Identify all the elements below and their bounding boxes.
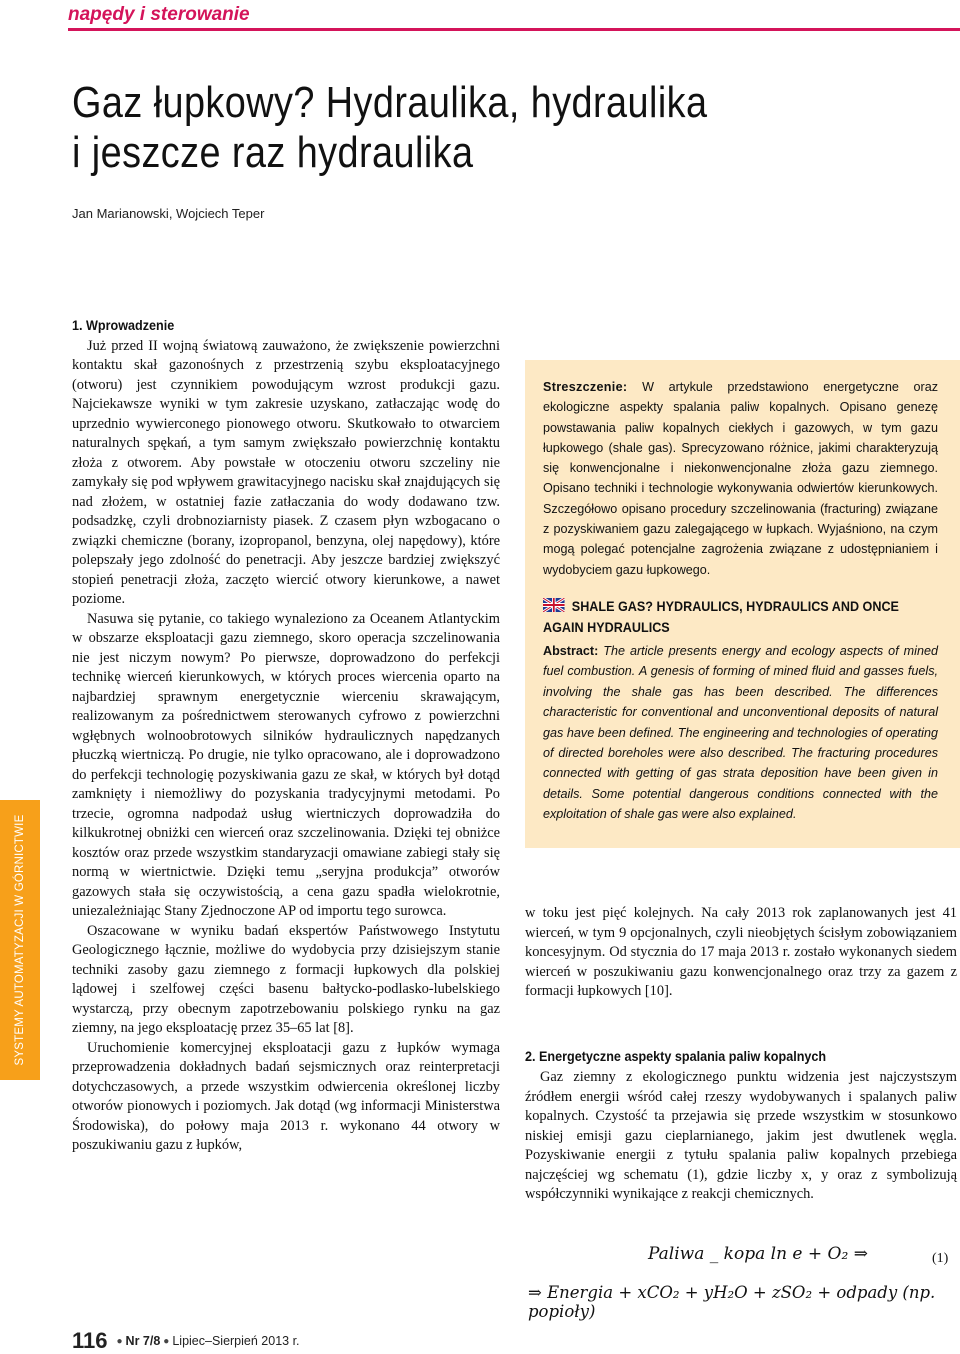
right-paragraph: Gaz ziemny z ekologicznego punktu widzenia jest najczystszym źródłem energii wśród całej rzeszy wydobywanych i spalanych paliw kopalnych. Czystość ta przejawia się przede wszystkim w stosunkowo niskiej emisji gazu cieplarnianego, jakim jest dwutlenek węgla. Pozyskiwanie energii z tytułu spalania paliw kopalnych przebiega najczęściej wg schematu (1), gdzie liczby x, y oraz z symbolizują współczynniki wynikające z reakcji chemicznych. bbox=[525, 1069, 957, 1202]
issue-date: Lipiec–Sierpień 2013 r. bbox=[172, 1334, 300, 1348]
abstract-en-title bbox=[543, 596, 903, 638]
left-column bbox=[72, 316, 500, 1156]
section-label: napędy i sterowanie bbox=[68, 4, 250, 25]
abstract-en-text: The article presents energy and ecology aspects of mined fuel combustion. A genesis of forming of mined fluid and gasses fuels, involving the shale gas has been described. The differences characteristic for conventional and unconventional deposits of natural gas have been defined. The engineering and technologies of operating of directed boreholes were also described. The fracturing procedures connected with getting of gas strata deposition have been given in details. Some potential dangerous conditions connected with the exploitation of shale gas were also explained. bbox=[543, 644, 938, 822]
right-column-section-2 bbox=[525, 1068, 957, 1205]
section-2-heading: 2. Energetyczne aspekty spalania paliw kopalnych bbox=[525, 1048, 827, 1064]
formula-1: Paliwa _ kopa ln e + O₂ ⇒ bbox=[648, 1244, 868, 1264]
title-line-2: i jeszcze raz hydraulika bbox=[72, 128, 474, 177]
abstract-en bbox=[543, 641, 938, 825]
uk-flag-icon bbox=[543, 598, 565, 612]
right-paragraph: w toku jest pięć kolejnych. Na cały 2013 rok zaplanowanych jest 41 wierceń, w tym 9 opcjonalnych, czyli nieobjętych ścisłym zobowiązaniem koncesyjnym. Od stycznia do 17 maja 2013 r. zostało wykonanych siedem wierceń w poszukiwaniu gazu konwencjonalnego oraz trzy za gazem z formacji łupkowych [10]. bbox=[525, 905, 957, 999]
abstract-en-title-text: SHALE GAS? HYDRAULICS, HYDRAULICS AND ONCE AGAIN HYDRAULICS bbox=[543, 598, 899, 635]
page-number: 116 bbox=[72, 1328, 108, 1353]
title-line-1: Gaz łupkowy? Hydraulika, hydraulika bbox=[72, 78, 708, 127]
left-paragraph: Nasuwa się pytanie, co takiego wynaleziono za Oceanem Atlantyckim w obszarze eksploatacji gazu ziemnego, skoro operacja szczelinowania nie jest niczym nowym? Po pierwsze, doprowadzono do perfekcji technikę wierceń kierunkowych, w których proces wiercenia oparto na najbardziej sprawnym energetycznie wierceniu skrawającym, realizowanym za pośrednictwem sterowanych cyfrowo z powierzchni wgłębnych wolnoobrotowych silników hydraulicznych napędzanych płuczką wiertniczą. Po drugie, nie tylko opracowano, ale i doprowadzono do perfekcji technologię pozyskiwania gazu ze skał, w których był dotąd zamknięty i niemożliwy do pozyskania tradycyjnymi metodami. Po trzecie, ogromna nadpodaż usług wiertniczych doprowadziła do kilkukrotnej obniżki cen wierceń oraz szczelinowania. Dzięki tej obniżce kosztów oraz przede wszystkim standaryzacji omawiane zabiegi stały się normą w wiertnictwie. Dzięki temu „seryjna produkcja” otworów gazowych stała się oczywistością, a cena gazu spadła wielokrotnie, uniezależniając Stany Zjednoczone AP od importu tego surowca. bbox=[72, 610, 500, 919]
side-band-label: SYSTEMY AUTOMATYZACJI W GÓRNICTWIE bbox=[14, 814, 26, 1066]
left-paragraph: Uruchomienie komercyjnej eksploatacji gazu z łupków wymaga przeprowadzenia dokładnych badań sejsmicznych oraz reinterpretacji dotychczasowych, a przede wszystkim odwiercenia określonej liczby otworów pionowych i poziomych. Jak dotąd (wg informacji Ministerstwa Środowiska), do połowy maja 2013 r. wykonano 44 otwory w poszukiwaniu gazu z łupków, bbox=[72, 1039, 500, 1153]
formula-number: (1) bbox=[932, 1251, 949, 1266]
authors: Jan Marianowski, Wojciech Teper bbox=[72, 206, 265, 221]
formula-1-continued: ⇒ Energia + xCO₂ + yH₂O + zSO₂ + odpady (np. popioły) bbox=[528, 1283, 936, 1321]
header-rule bbox=[68, 28, 960, 31]
abstract-pl bbox=[543, 377, 938, 580]
bullet-icon: ● bbox=[163, 1336, 170, 1347]
footer bbox=[72, 1328, 300, 1354]
abstract-en-label: Abstract: bbox=[543, 644, 599, 658]
left-paragraph: Już przed II wojną światową zauważono, że zwiększenie powierzchni kontaktu skał gazonośnych z przestrzenią szybu eksploatacyjnego (otworu) jest czynnikiem powodującym wzrost produkcji gazu. Najciekawsze wyniki w tym zakresie uzyskano, zatłaczając wodę do uprzednio wywierconego pionowego otworu. Skutkowało to otwarciem naturalnych spękań, a tym samym zwiększało powierzchnię kontaktu złoża z otworem. Aby powstałe w otoczeniu otworu szczeliny nie zamykały się pod wpływem grawitacyjnego nacisku skał znajdujących się nad złożem, w ostatniej fazie zatłaczania do wody dodawano tzw. podsadzkę, czyli drobnoziarnisty piasek. Z czasem płyn wzbogacano o związki chemiczne (borany, izopropanol, benzyna, olej napędowy), które polepszały jego zdolność do penetracji. Aby jeszcze bardziej zwiększyć stopień penetracji złoża, zaczęto wiercić otwory kierunkowe, a nawet poziome. bbox=[72, 337, 500, 607]
abstract-pl-text: W artykule przedstawiono energetyczne oraz ekologiczne aspekty spalania paliw kopalnych. Opisano genezę powstawania paliw kopalnych ciekłych i gazowych, w tym gazu łupkowego (shale gas). Sprecyzowano różnice, jakimi charakteryzują się konwencjonalne i niekonwencjonalne złoża gazu ziemnego. Opisano techniki i technologie wykonywania odwiertów kierunkowych. Szczegółowo opisano procedury szczelinowania (fracturing) związane z pozyskiwaniem gazu zalegającego w łupkach. Wyjaśniono, na czym mogą polegać potencjalne zagrożenia związane z udostępnianiem i wydobyciem gazu łupkowego. bbox=[543, 380, 938, 577]
right-column-continuation bbox=[525, 904, 957, 1002]
issue-number: Nr 7/8 bbox=[125, 1334, 161, 1348]
section-1-heading: 1. Wprowadzenie bbox=[72, 317, 175, 333]
abstract-pl-label: Streszczenie: bbox=[543, 380, 628, 394]
article-title bbox=[72, 78, 777, 178]
bullet-icon: ● bbox=[116, 1336, 123, 1347]
left-paragraph: Oszacowane w wyniku badań ekspertów Państwowego Instytutu Geologicznego łącznie, możliwe do wydobycia przy dzisiejszym stanie techniki zasoby gazu ziemnego z formacji łupkowych dla polskiej lądowej i szelfowej części basenu bałtycko-podlasko-lubelskiego wystarczą, przy obecnym zapotrzebowaniu polskiego rynku na gaz ziemny, na jego eksploatację przez 35–65 lat [8]. bbox=[72, 922, 500, 1036]
